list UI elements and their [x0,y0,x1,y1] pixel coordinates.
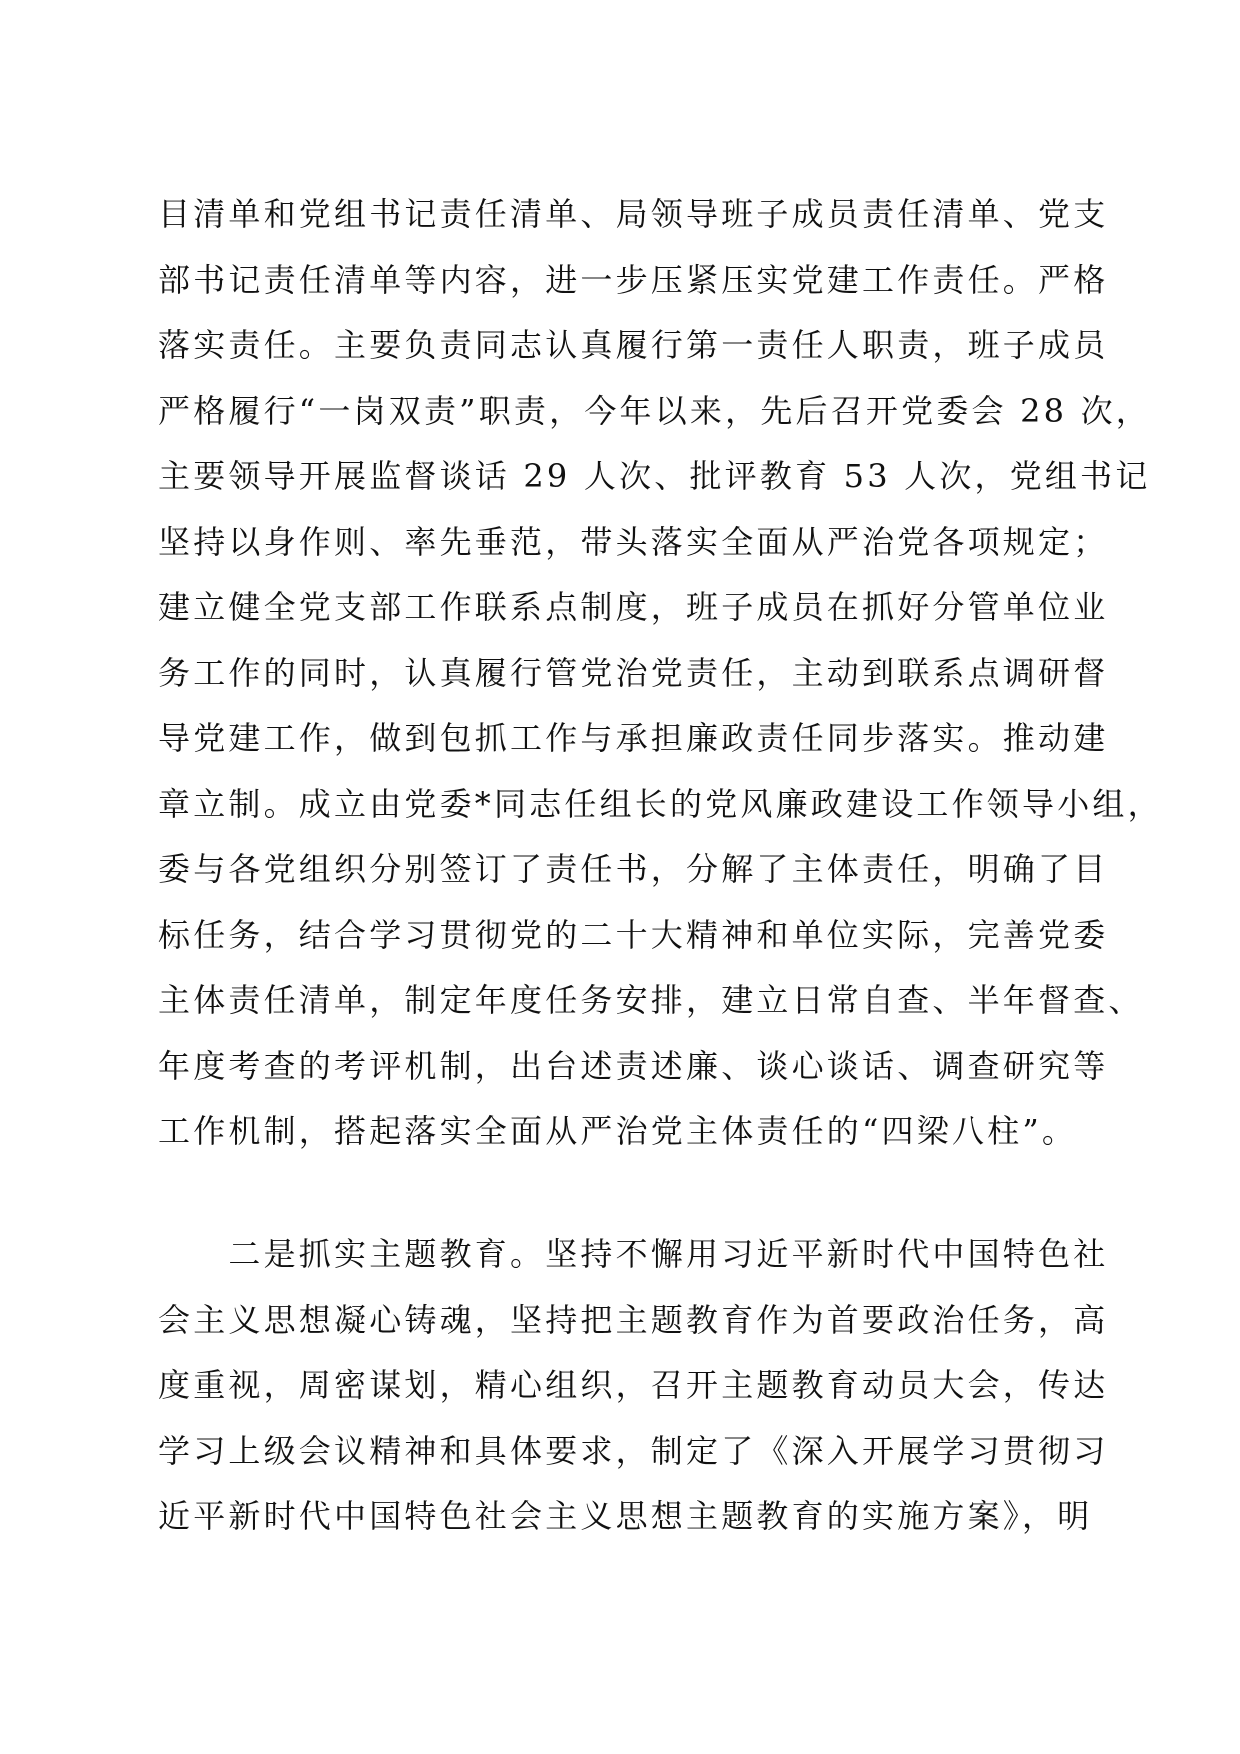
text-line: 年度考查的考评机制，出台述责述廉、谈心谈话、调查研究等 [158,1046,1109,1085]
text-line: 二是抓实主题教育。坚持不懈用习近平新时代中国特色社 [158,1235,1109,1273]
text-line: 部书记责任清单等内容，进一步压紧压实党建工作责任。严格 [158,260,1109,299]
text-line: 主要领导开展监督谈话 29 人次、批评教育 53 人次，党组书记 [158,457,1151,495]
text-line: 标任务，结合学习贯彻党的二十大精神和单位实际，完善党委 [158,915,1109,954]
text-line: 会主义思想凝心铸魂，坚持把主题教育作为首要政治任务，高 [158,1300,1109,1339]
paragraph-responsibility [158,182,1163,1165]
text-line: 务工作的同时，认真履行管党治党责任，主动到联系点调研督 [158,653,1109,692]
text-line: 工作机制，搭起落实全面从严治党主体责任的“四梁八柱”。 [158,1112,1078,1150]
text-line: 度重视，周密谋划，精心组织，召开主题教育动员大会，传达 [158,1366,1109,1404]
text-line: 近平新时代中国特色社会主义思想主题教育的实施方案》，明 [158,1497,1093,1535]
text-line: 委与各党组织分别签订了责任书，分解了主体责任，明确了目 [158,850,1109,888]
text-line: 主体责任清单，制定年度任务安排，建立日常自查、半年督查、 [158,981,1144,1019]
text-line: 目清单和党组书记责任清单、局领导班子成员责任清单、党支 [158,195,1109,233]
text-line: 学习上级会议精神和具体要求，制定了《深入开展学习贯彻习 [158,1431,1109,1470]
text-line: 章立制。成立由党委*同志任组长的党风廉政建设工作领导小组， [158,784,1163,823]
text-line: 导党建工作，做到包抓工作与承担廉政责任同步落实。推动建 [158,719,1109,757]
text-line: 建立健全党支部工作联系点制度，班子成员在抓好分管单位业 [158,588,1109,626]
text-line: 严格履行“一岗双责”职责，今年以来，先后召开党委会 28 次， [158,391,1151,430]
paragraph-theme-education [158,1222,1109,1550]
text-line: 落实责任。主要负责同志认真履行第一责任人职责，班子成员 [158,326,1109,364]
text-line: 坚持以身作则、率先垂范，带头落实全面从严治党各项规定； [158,522,1109,561]
